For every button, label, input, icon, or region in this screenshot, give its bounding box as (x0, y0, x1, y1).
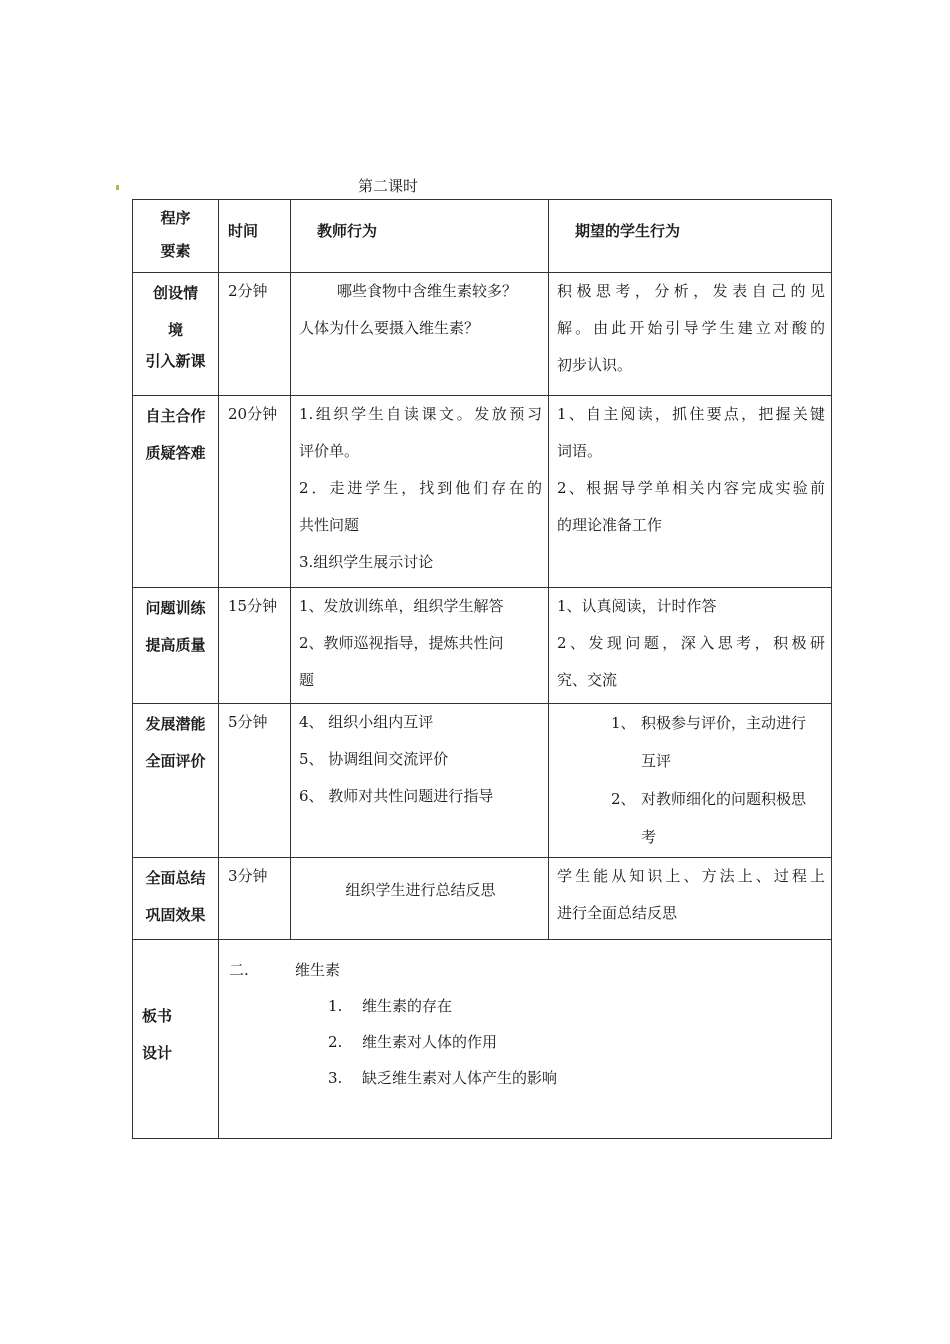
stage-line: 自主合作 (145, 407, 206, 425)
student-line (557, 818, 825, 856)
stage-line: 全面评价 (145, 752, 206, 770)
stage-cell (133, 396, 219, 588)
teacher-line: 题 (299, 671, 315, 689)
teacher-line: 5、 协调组间交流评价 (299, 750, 449, 768)
time-cell (219, 273, 291, 396)
student-line: 的理论准备工作 (557, 516, 663, 534)
time-value: 3分钟 (228, 867, 268, 885)
teacher-line: 3.组织学生展示讨论 (299, 553, 434, 571)
teacher-line: 2．走进学生，找到他们存在的 (299, 479, 542, 497)
board-label-line: 板书 (142, 1007, 173, 1025)
teacher-cell (291, 273, 549, 396)
time-value: 15分钟 (228, 597, 278, 615)
header-stage (133, 200, 219, 273)
time-cell (219, 704, 291, 858)
header-time-label: 时间 (228, 222, 259, 240)
time-cell (219, 858, 291, 940)
stage-line: 境 (167, 321, 183, 339)
student-cell (549, 704, 832, 858)
stage-cell (133, 704, 219, 858)
table-row (133, 396, 832, 588)
teacher-line: 组织学生进行总结反思 (345, 881, 496, 899)
student-line: 1、自主阅读，抓住要点，把握关键 (557, 405, 825, 423)
time-cell (219, 588, 291, 704)
board-item-text: 维生素的存在 (362, 997, 453, 1015)
student-line: 积极思考，分析，发表自己的见 (557, 282, 825, 300)
board-item-number: 2. (328, 1033, 343, 1051)
student-cell (549, 588, 832, 704)
stage-line: 提高质量 (145, 636, 206, 654)
table-row (133, 588, 832, 704)
stage-line: 全面总结 (145, 869, 206, 887)
header-teacher (291, 200, 549, 273)
board-item-number: 3. (328, 1069, 343, 1087)
board-content-cell (219, 940, 832, 1139)
header-row (133, 200, 832, 273)
item-text: 考 (641, 828, 657, 846)
board-heading-number: 二. (229, 961, 249, 979)
teacher-line: 4、 组织小组内互评 (299, 713, 434, 731)
table-row (133, 273, 832, 396)
teacher-cell (291, 588, 549, 704)
item-text: 积极参与评价，主动进行 (641, 714, 807, 732)
teacher-line: 6、 教师对共性问题进行指导 (299, 787, 494, 805)
board-heading-text: 维生素 (295, 961, 341, 979)
board-item (229, 1060, 831, 1096)
item-text: 互评 (641, 752, 672, 770)
lesson-plan-table (132, 199, 832, 1139)
stage-line: 质疑答难 (145, 444, 206, 462)
stage-line: 发展潜能 (145, 715, 206, 733)
teacher-line: 人体为什么要摄入维生素？ (299, 319, 480, 337)
student-line: 2、根据导学单相关内容完成实验前 (557, 479, 825, 497)
page-title: 第二课时 (358, 177, 419, 195)
student-cell (549, 273, 832, 396)
teacher-line: 2、教师巡视指导，提炼共性问 (299, 634, 504, 652)
teacher-line: 1、发放训练单，组织学生解答 (299, 597, 504, 615)
stage-line: 巩固效果 (145, 906, 206, 924)
stage-cell (133, 588, 219, 704)
teacher-cell (291, 396, 549, 588)
item-text: 对教师细化的问题积极思 (641, 790, 807, 808)
header-teacher-label: 教师行为 (317, 222, 378, 240)
student-cell (549, 858, 832, 940)
header-student-label: 期望的学生行为 (575, 222, 681, 240)
header-time (219, 200, 291, 273)
student-line: 进行全面总结反思 (557, 904, 678, 922)
teacher-line: 共性问题 (299, 516, 360, 534)
board-item-text: 缺乏维生素对人体产生的影响 (362, 1069, 558, 1087)
student-line (557, 780, 825, 818)
board-label-cell (133, 940, 219, 1139)
board-heading (229, 952, 831, 988)
time-value: 5分钟 (228, 713, 268, 731)
stage-cell (133, 273, 219, 396)
header-stage-line: 要素 (160, 242, 191, 260)
board-item-text: 维生素对人体的作用 (362, 1033, 498, 1051)
item-number: 2、 (611, 790, 636, 808)
table-row (133, 704, 832, 858)
teacher-line: 评价单。 (299, 442, 360, 460)
board-design-row (133, 940, 832, 1139)
student-line: 解。由此开始引导学生建立对酸的 (557, 319, 825, 337)
student-line: 初步认识。 (557, 356, 633, 374)
teacher-line: 哪些食物中含维生素较多？ (337, 282, 518, 300)
board-item-number: 1. (328, 997, 343, 1015)
table-row (133, 858, 832, 940)
time-value: 20分钟 (228, 405, 278, 423)
student-line: 学生能从知识上、方法上、过程上 (557, 867, 825, 885)
board-item (229, 1024, 831, 1060)
student-line: 词语。 (557, 442, 603, 460)
header-student (549, 200, 832, 273)
stage-line: 创设情 (152, 284, 198, 302)
teacher-line: 1.组织学生自读课文。发放预习 (299, 405, 542, 423)
time-value: 2分钟 (228, 282, 268, 300)
teacher-cell (291, 858, 549, 940)
board-item (229, 988, 831, 1024)
stage-cell (133, 858, 219, 940)
stray-mark (116, 185, 119, 190)
board-label-line: 设计 (142, 1044, 173, 1062)
student-cell (549, 396, 832, 588)
student-line (557, 742, 825, 780)
stage-line: 引入新课 (145, 352, 206, 370)
student-line (557, 704, 825, 742)
stage-line: 问题训练 (145, 599, 206, 617)
header-stage-line: 程序 (160, 209, 191, 227)
teacher-cell (291, 704, 549, 858)
student-line: 2、发现问题，深入思考，积极研 (557, 634, 825, 652)
student-line: 究、交流 (557, 671, 618, 689)
item-number: 1、 (611, 714, 636, 732)
time-cell (219, 396, 291, 588)
student-line: 1、认真阅读，计时作答 (557, 597, 717, 615)
